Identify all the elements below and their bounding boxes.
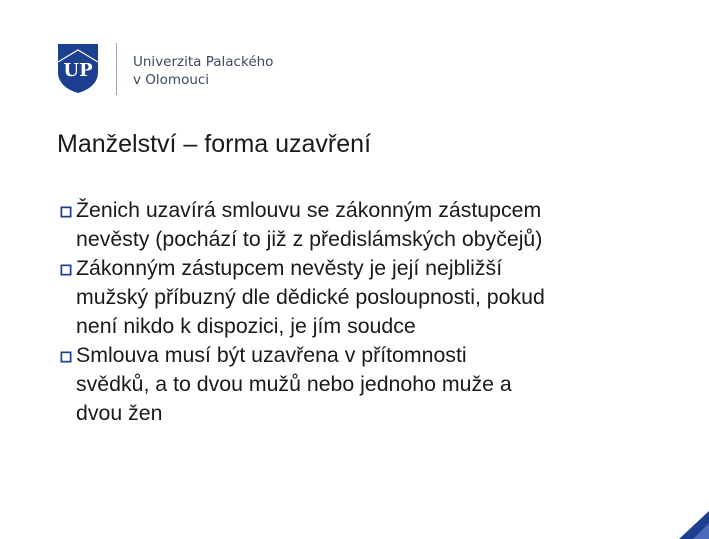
bullet-line: nevěsty (pochází to již z předislámských obyčejů)	[76, 227, 543, 251]
slide-title: Manželství – forma uzavření	[57, 130, 372, 158]
bullet-line: Ženich uzavírá smlouvu se zákonným zástupcem	[76, 198, 542, 222]
checkbox-bullet-icon	[60, 264, 72, 276]
university-name-line2: v Olomouci	[133, 72, 210, 88]
bullet-line: není nikdo k dispozici, je jím soudce	[76, 314, 416, 338]
bullet-line: svědků, a to dvou mužů nebo jednoho muže a	[76, 372, 512, 396]
corner-decoration	[679, 511, 709, 539]
svg-text:UP: UP	[63, 60, 93, 81]
checkbox-bullet-icon	[60, 206, 72, 218]
bullet-item	[60, 341, 680, 428]
university-name	[133, 53, 273, 89]
bullet-list	[60, 196, 680, 428]
bullet-line: mužský příbuzný dle dědické posloupnosti, pokud	[76, 285, 545, 309]
checkbox-bullet-icon	[60, 351, 72, 363]
university-name-line1: Univerzita Palackého	[133, 54, 274, 70]
logo-divider	[116, 43, 117, 95]
university-emblem-icon	[56, 42, 100, 94]
bullet-line: dvou žen	[76, 401, 163, 425]
bullet-line: Smlouva musí být uzavřena v přítomnosti	[76, 343, 467, 367]
bullet-item	[60, 196, 680, 254]
bullet-item	[60, 254, 680, 341]
bullet-line: Zákonným zástupcem nevěsty je její nejbližší	[76, 256, 503, 280]
